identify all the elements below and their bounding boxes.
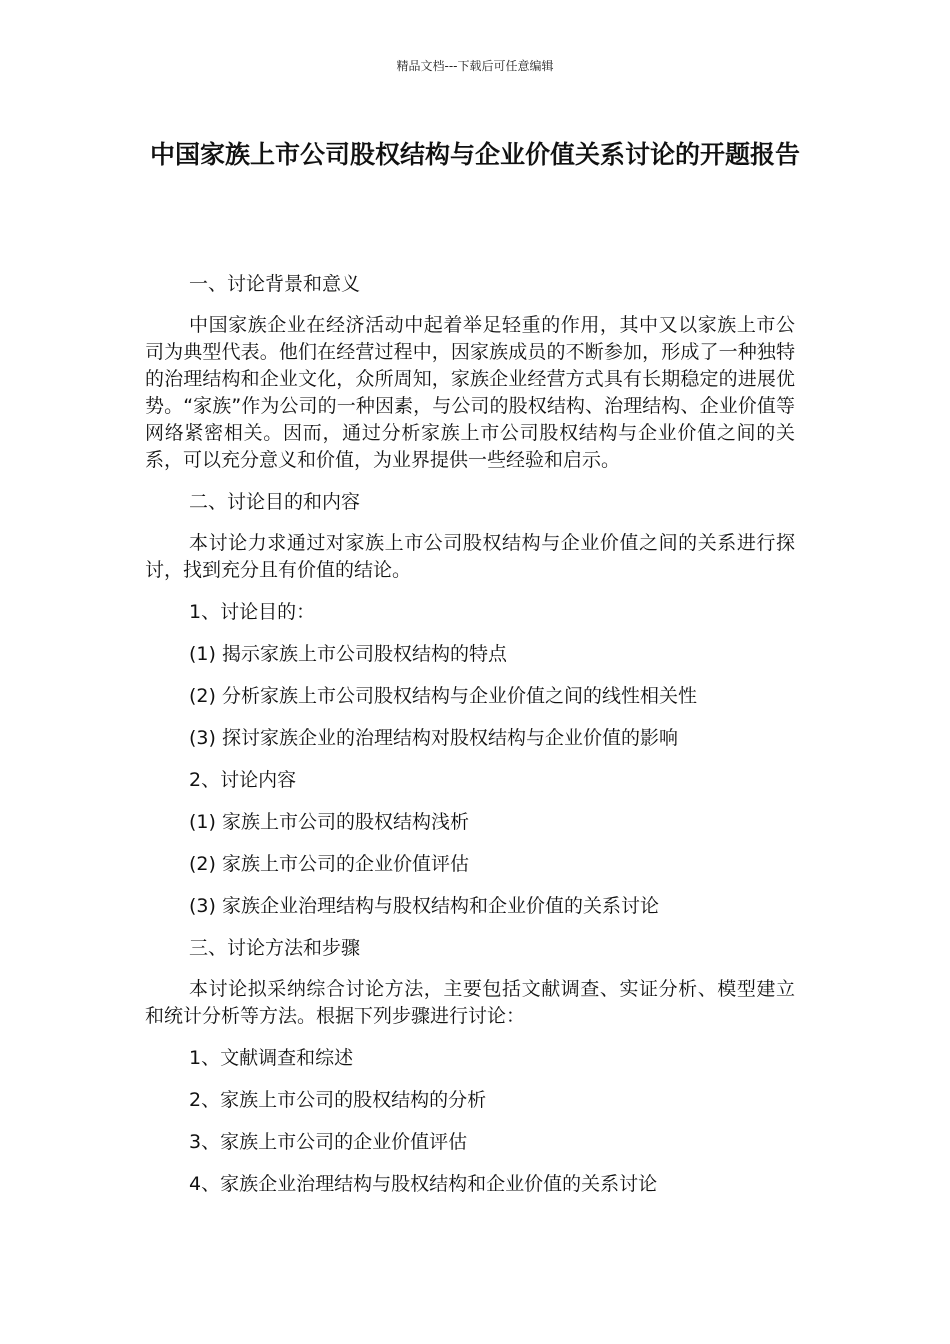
section-heading: 二、讨论目的和内容 xyxy=(189,491,361,513)
section-heading: 三、讨论方法和步骤 xyxy=(189,937,361,959)
section-heading: 一、讨论背景和意义 xyxy=(189,273,361,295)
list-item: 2、家族上市公司的股权结构的分析 xyxy=(189,1089,487,1111)
list-item: 1、讨论目的： xyxy=(189,601,316,623)
paragraph: 本讨论力求通过对家族上市公司股权结构与企业价值之间的关系进行探讨，找到充分且有价值的结论。 xyxy=(145,532,795,581)
document-title: 中国家族上市公司股权结构与企业价值关系讨论的开题报告 xyxy=(149,140,800,169)
list-item: 3、家族上市公司的企业价值评估 xyxy=(189,1131,468,1153)
list-item: (3) 探讨家族企业的治理结构对股权结构与企业价值的影响 xyxy=(189,727,678,749)
list-item: (2) 家族上市公司的企业价值评估 xyxy=(189,853,469,875)
document-body xyxy=(145,270,795,1212)
list-item: 1、文献调查和综述 xyxy=(189,1047,354,1069)
list-item: (1) 揭示家族上市公司股权结构的特点 xyxy=(189,643,507,665)
list-item: 4、家族企业治理结构与股权结构和企业价值的关系讨论 xyxy=(189,1173,658,1195)
list-item: (1) 家族上市公司的股权结构浅析 xyxy=(189,811,469,833)
list-item: 2、讨论内容 xyxy=(189,769,297,791)
paragraph: 本讨论拟采纳综合讨论方法，主要包括文献调查、实证分析、模型建立和统计分析等方法。根据下列步骤进行讨论： xyxy=(145,978,795,1027)
list-item: (3) 家族企业治理结构与股权结构和企业价值的关系讨论 xyxy=(189,895,659,917)
page-header: 精品文档---下载后可任意编辑 xyxy=(396,59,554,73)
paragraph: 中国家族企业在经济活动中起着举足轻重的作用，其中又以家族上市公司为典型代表。他们在经营过程中，因家族成员的不断参加，形成了一种独特的治理结构和企业文化，众所周知，家族企业经营方式具有长期稳定的进展优势。“家族”作为公司的一种因素，与公司的股权结构、治理结构、企业价值等网络紧密相关。因而，通过分析家族上市公司股权结构与企业价值之间的关系，可以充分意义和价值，为业界提供一些经验和启示。 xyxy=(145,314,795,471)
list-item: (2) 分析家族上市公司股权结构与企业价值之间的线性相关性 xyxy=(189,685,697,707)
